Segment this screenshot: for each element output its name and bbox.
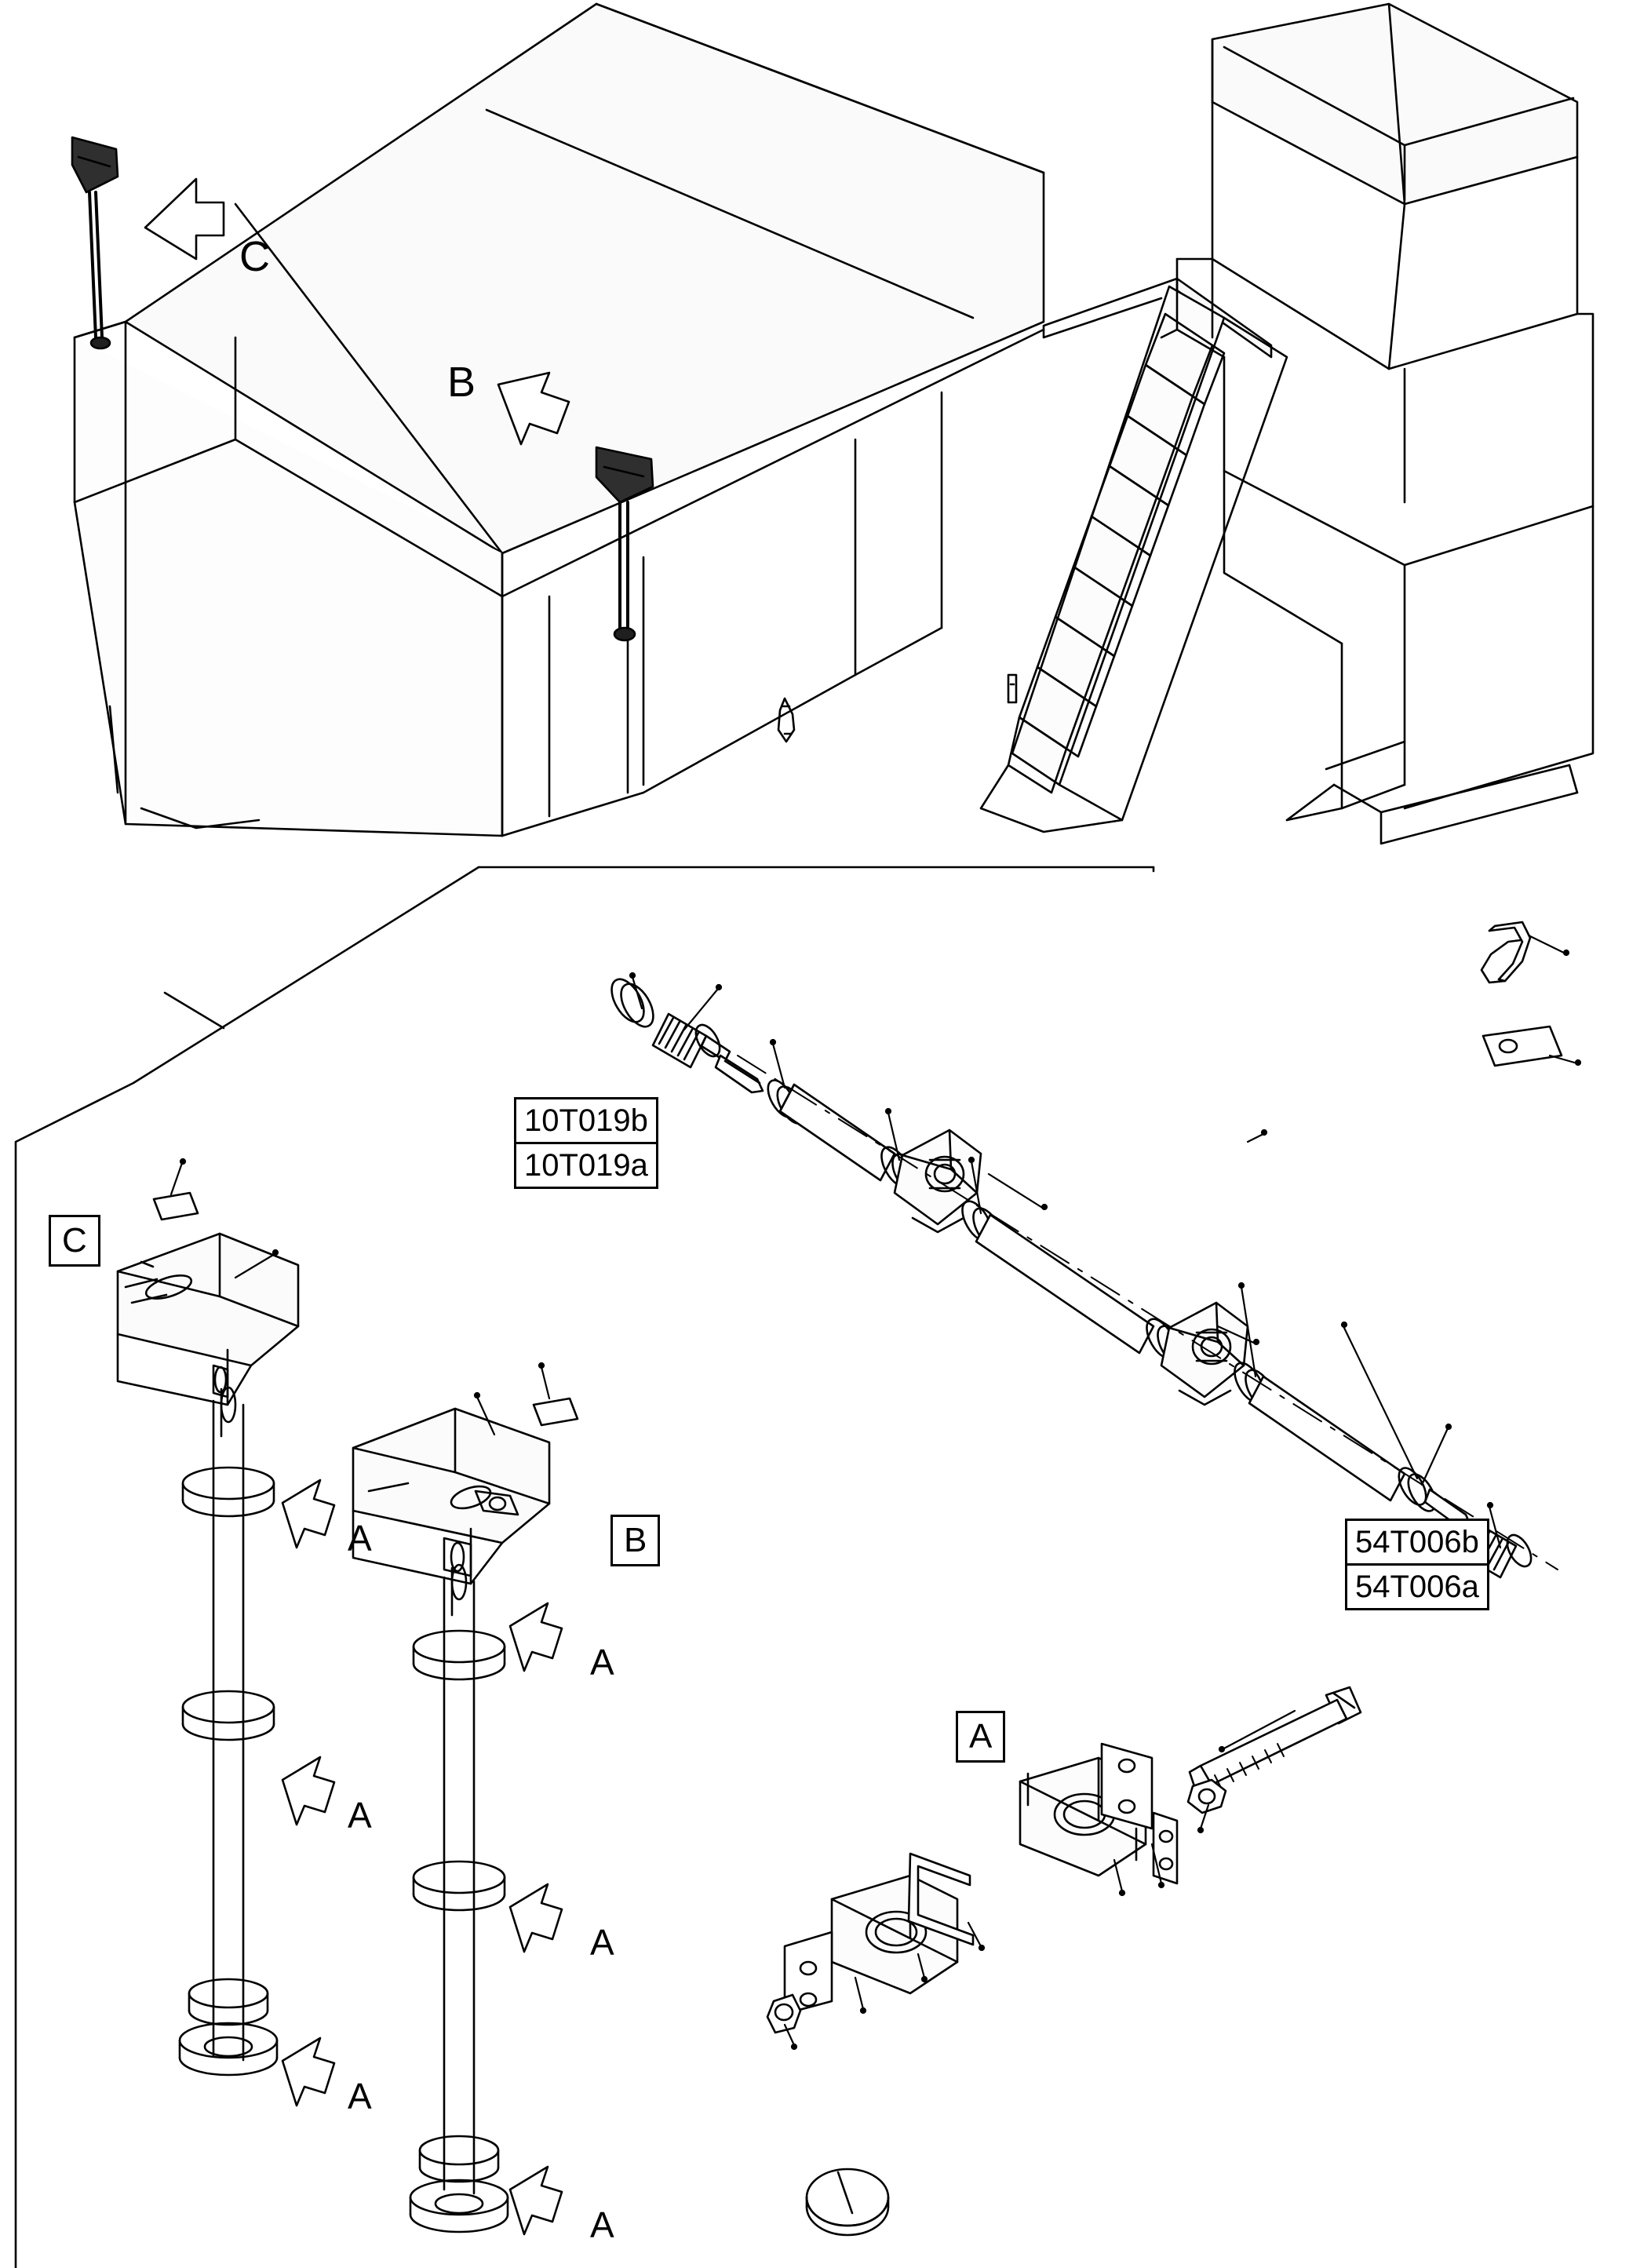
callout-arrow-c xyxy=(145,179,224,259)
arrow-label-a-5: A xyxy=(348,2076,372,2117)
clamp-block-lower xyxy=(785,1854,973,2014)
post-b-shim xyxy=(534,1398,578,1425)
machine-column xyxy=(1161,4,1593,844)
part-number-54T006 xyxy=(1345,1519,1489,1610)
arrow-label-a-6: A xyxy=(590,2204,614,2245)
callout-label-c: C xyxy=(239,233,270,280)
callout-label-b: B xyxy=(447,359,476,406)
clamp-block-upper xyxy=(1020,1744,1177,1883)
group-label-a: A xyxy=(956,1711,1005,1763)
part-number-10T019 xyxy=(514,1097,658,1189)
support-post-c xyxy=(118,1234,298,2075)
post-c-shim xyxy=(154,1193,198,1220)
part-number-54T006a: 54T006a xyxy=(1347,1563,1487,1608)
arrow-label-a-2: A xyxy=(590,1642,614,1683)
group-label-c: C xyxy=(49,1215,100,1267)
long-bolt xyxy=(1190,1687,1361,1791)
support-post-b xyxy=(353,1409,549,2232)
part-number-10T019a: 10T019a xyxy=(516,1142,656,1187)
small-plug xyxy=(767,1995,800,2033)
arrow-label-a-4: A xyxy=(590,1922,614,1963)
bearing-bracket-1 xyxy=(895,1130,981,1232)
upper-actuator-c xyxy=(72,137,118,348)
round-cap xyxy=(807,2169,888,2235)
stair-assembly xyxy=(981,279,1287,832)
tie-mount-plate xyxy=(1483,1026,1562,1066)
cable-tie xyxy=(1482,922,1530,983)
bearing-bracket-2 xyxy=(1161,1303,1248,1405)
part-number-54T006b: 54T006b xyxy=(1355,1525,1479,1559)
assembly-arrows xyxy=(282,1480,562,2234)
arrow-label-a-3: A xyxy=(348,1795,372,1836)
lower-platform-outline xyxy=(16,867,1154,2268)
drive-shaft-assembly xyxy=(605,974,1558,1577)
arrow-label-a-1: A xyxy=(348,1518,372,1559)
part-number-10T019b: 10T019b xyxy=(524,1103,648,1138)
group-label-b: B xyxy=(610,1515,660,1566)
